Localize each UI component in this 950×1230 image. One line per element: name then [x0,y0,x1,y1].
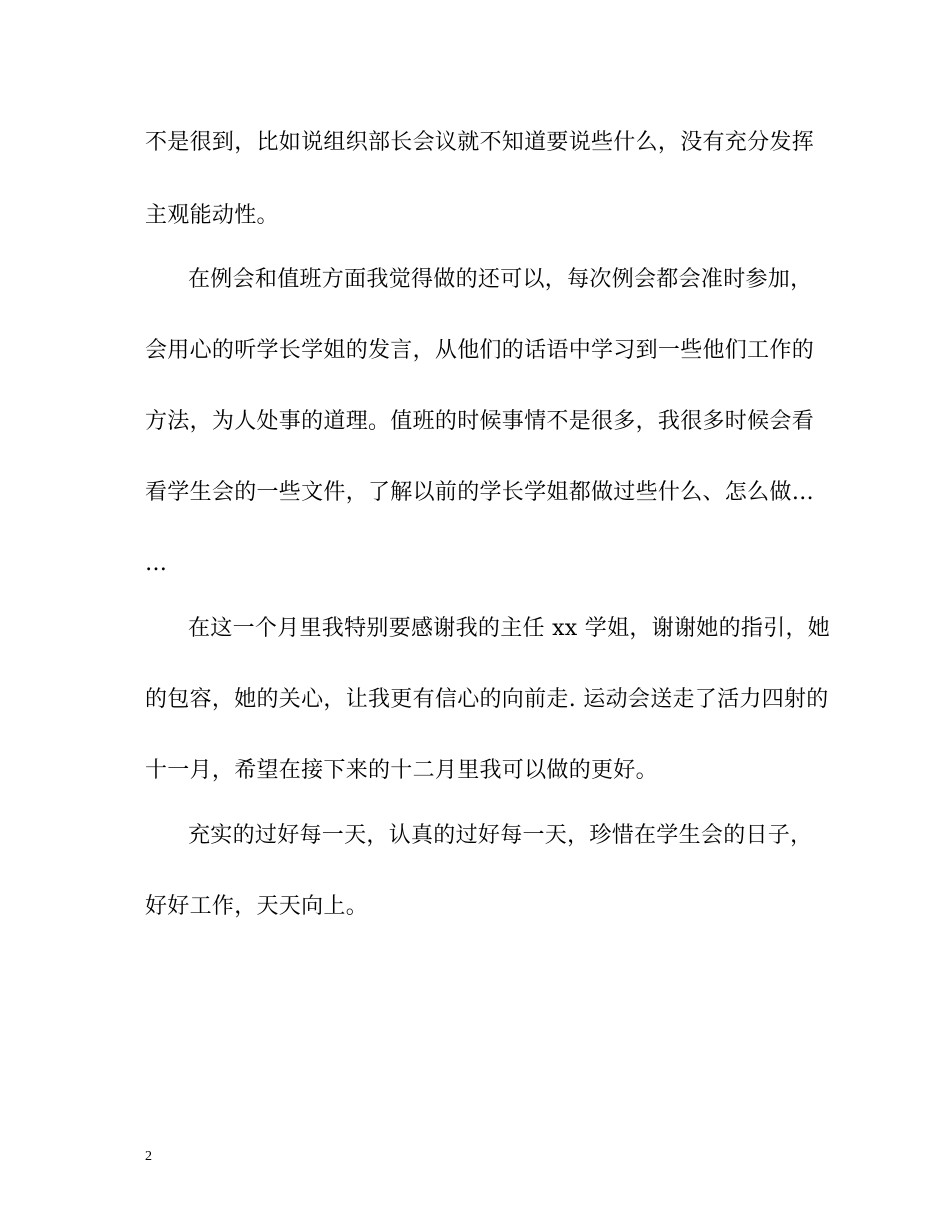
body-text-line: … [145,551,168,576]
body-text-line: 十一月，希望在接下来的十二月里我可以做的更好。 [145,758,658,783]
body-text-line: 主观能动性。 [145,203,279,228]
body-text-line: 方法，为人处事的道理。值班的时候事情不是很多，我很多时候会看 [145,409,815,434]
paragraph-start-line: 充实的过好每一天，认真的过好每一天，珍惜在学生会的日子， [188,823,813,848]
paragraph-start-line: 在例会和值班方面我觉得做的还可以，每次例会都会准时参加， [188,267,813,292]
body-text-line: 的包容，她的关心，让我更有信心的向前走. 运动会送走了活力四射的 [145,687,829,712]
body-text-line: 会用心的听学长学姐的发言，从他们的话语中学习到一些他们工作的 [145,338,815,363]
page-number: 2 [145,1149,152,1164]
paragraph-start-line: 在这一个月里我特别要感谢我的主任 xx 学姐，谢谢她的指引，她 [188,616,831,641]
body-text-line: 好好工作，天天向上。 [145,894,369,919]
body-text-line: 不是很到，比如说组织部长会议就不知道要说些什么，没有充分发挥 [145,130,815,155]
body-text-line: 看学生会的一些文件，了解以前的学长学姐都做过些什么、怎么做… [145,480,815,505]
